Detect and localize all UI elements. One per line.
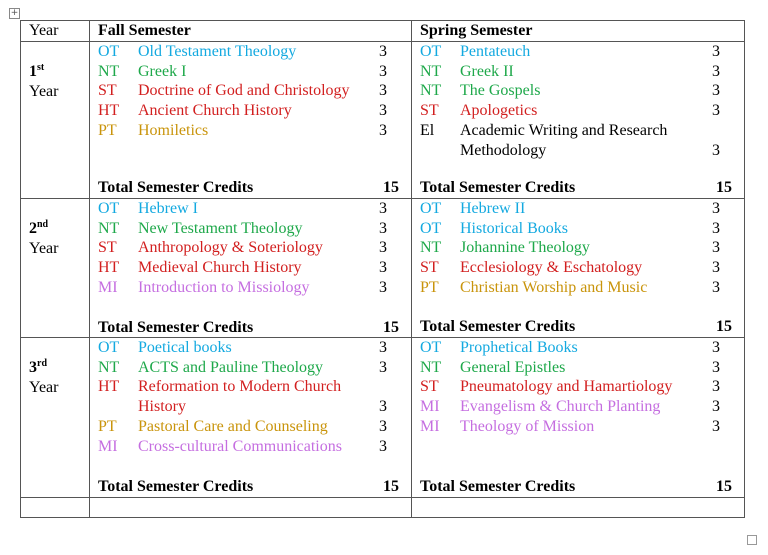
course-credits: 3 [712, 239, 720, 257]
course-item-continued [90, 397, 411, 417]
course-credits: 3 [712, 200, 720, 217]
curriculum-table [20, 20, 745, 518]
course-credits: 3 [712, 358, 720, 376]
course-code: PT [420, 278, 439, 296]
course-title: General Epistles [460, 358, 566, 376]
course-code: NT [98, 62, 120, 80]
year-label: Year [29, 239, 59, 257]
course-title: Cross-cultural Communications [138, 437, 342, 455]
spring-total: Total Semester Credits 15 [420, 478, 732, 495]
year-row [21, 42, 745, 199]
header-row [21, 21, 745, 42]
course-code: MI [420, 398, 440, 416]
course-code: PT [98, 121, 117, 139]
course-title: Theology of Mission [460, 417, 595, 435]
course-code: OT [420, 339, 442, 356]
course-credits: 3 [379, 259, 387, 277]
course-credits: 3 [712, 259, 720, 277]
course-title: Christian Worship and Music [460, 278, 648, 296]
course-code: El [420, 121, 435, 139]
course-title: Greek II [460, 62, 514, 80]
course-code: NT [98, 219, 120, 237]
year-column-header: Year [29, 22, 59, 39]
course-item [90, 258, 411, 278]
course-item [412, 121, 744, 141]
empty-row [21, 498, 745, 518]
course-title: Old Testament Theology [138, 43, 297, 60]
course-title: Doctrine of God and Christology [138, 82, 350, 100]
course-credits: 3 [379, 278, 387, 296]
course-item [412, 238, 744, 258]
fall-total: Total Semester Credits 15 [98, 179, 399, 196]
course-code: MI [420, 417, 440, 435]
course-credits: 3 [379, 398, 387, 416]
course-title: Pastoral Care and Counseling [138, 417, 328, 435]
course-title: The Gospels [460, 82, 541, 100]
course-code: OT [420, 219, 442, 237]
course-credits: 3 [712, 219, 720, 237]
course-code: NT [98, 358, 120, 376]
course-item [412, 62, 744, 82]
course-item [90, 62, 411, 82]
course-title: Ancient Church History [138, 102, 292, 120]
course-item [412, 358, 744, 378]
course-item [412, 219, 744, 239]
course-credits: 3 [712, 398, 720, 416]
course-title: Johannine Theology [460, 239, 590, 257]
fall-semester-header: Fall Semester [98, 22, 191, 39]
course-code: HT [98, 378, 120, 396]
course-code: HT [98, 102, 120, 120]
course-title: Homiletics [138, 121, 209, 139]
course-title: Hebrew I [138, 200, 198, 217]
year-number: 3rd [29, 357, 47, 376]
course-title: Ecclesiology & Eschatology [460, 259, 643, 277]
year-number: 2nd [29, 218, 49, 237]
course-title: Prophetical Books [460, 339, 578, 356]
course-credits: 3 [712, 339, 720, 356]
course-title: Poetical books [138, 339, 232, 356]
course-code: ST [420, 378, 439, 396]
course-credits: 3 [712, 82, 720, 100]
table-resize-handle-icon[interactable] [747, 535, 757, 545]
spring-total: Total Semester Credits 15 [420, 179, 732, 196]
fall-total: Total Semester Credits 15 [98, 319, 399, 336]
course-code: NT [420, 82, 442, 100]
course-credits: 3 [379, 417, 387, 435]
course-item [412, 199, 744, 219]
course-credits: 3 [712, 102, 720, 120]
course-item [412, 42, 744, 62]
course-title: Medieval Church History [138, 259, 302, 277]
course-credits: 3 [379, 437, 387, 455]
course-code: ST [98, 239, 117, 257]
course-item [412, 101, 744, 121]
course-credits: 3 [379, 62, 387, 80]
course-code: OT [420, 200, 442, 217]
course-credits: 3 [712, 278, 720, 296]
course-credits: 3 [379, 82, 387, 100]
course-item-continued [412, 141, 744, 161]
course-title: New Testament Theology [138, 219, 303, 237]
year-row [21, 199, 745, 338]
course-credits: 3 [379, 358, 387, 376]
course-credits: 3 [712, 141, 720, 159]
course-credits: 3 [379, 239, 387, 257]
course-item [90, 377, 411, 397]
course-item [90, 219, 411, 239]
course-title: Historical Books [460, 219, 568, 237]
course-title: Academic Writing and Research [460, 121, 668, 139]
course-item [90, 199, 411, 219]
course-code: NT [420, 358, 442, 376]
course-item [412, 377, 744, 397]
course-code: OT [98, 43, 120, 60]
course-item [90, 338, 411, 358]
course-title: Introduction to Missiology [138, 278, 310, 296]
course-code: OT [420, 43, 442, 60]
course-item [412, 278, 744, 298]
course-item [90, 238, 411, 258]
course-code: NT [420, 239, 442, 257]
course-credits: 3 [379, 121, 387, 139]
course-credits: 3 [712, 417, 720, 435]
fall-total: Total Semester Credits 15 [98, 478, 399, 495]
course-item [412, 338, 744, 358]
table-move-handle-icon[interactable]: + [10, 8, 19, 18]
year-number: 1st [29, 61, 45, 80]
course-code: OT [98, 200, 120, 217]
course-title: Pneumatology and Hamartiology [460, 378, 673, 396]
course-item [90, 358, 411, 378]
course-code: NT [420, 62, 442, 80]
course-credits: 3 [712, 62, 720, 80]
year-row [21, 338, 745, 498]
course-title: ACTS and Pauline Theology [138, 358, 324, 376]
course-credits: 3 [379, 200, 387, 217]
course-title: Apologetics [460, 102, 538, 120]
course-title: Hebrew II [460, 200, 526, 217]
course-title: Evangelism & Church Planting [460, 398, 661, 416]
course-credits: 3 [712, 378, 720, 396]
course-item [412, 417, 744, 437]
course-item [412, 397, 744, 417]
course-code: ST [420, 259, 439, 277]
course-item [90, 101, 411, 121]
year-label: Year [29, 82, 59, 100]
course-credits: 3 [379, 102, 387, 120]
course-item [90, 121, 411, 141]
course-credits: 3 [379, 339, 387, 356]
course-code: MI [98, 278, 118, 296]
course-item [90, 42, 411, 62]
spring-semester-header: Spring Semester [420, 22, 533, 39]
course-item [412, 258, 744, 278]
course-code: ST [98, 82, 117, 100]
year-label: Year [29, 378, 59, 396]
course-code: MI [98, 437, 118, 455]
course-code: HT [98, 259, 120, 277]
course-item [412, 81, 744, 101]
course-item [90, 278, 411, 298]
course-title: Anthropology & Soteriology [138, 239, 323, 257]
course-title: Greek I [138, 62, 187, 80]
course-code: OT [98, 339, 120, 356]
course-title-continued: Methodology [460, 141, 547, 159]
course-credits: 3 [712, 43, 720, 60]
course-title: Reformation to Modern Church [138, 378, 342, 396]
course-item [90, 437, 411, 457]
course-item [90, 417, 411, 437]
course-credits: 3 [379, 43, 387, 60]
course-title-continued: History [138, 398, 186, 416]
course-item [90, 81, 411, 101]
spring-total: Total Semester Credits 15 [420, 318, 732, 335]
course-code: PT [98, 417, 117, 435]
course-credits: 3 [379, 219, 387, 237]
course-code: ST [420, 102, 439, 120]
course-title: Pentateuch [460, 43, 531, 60]
